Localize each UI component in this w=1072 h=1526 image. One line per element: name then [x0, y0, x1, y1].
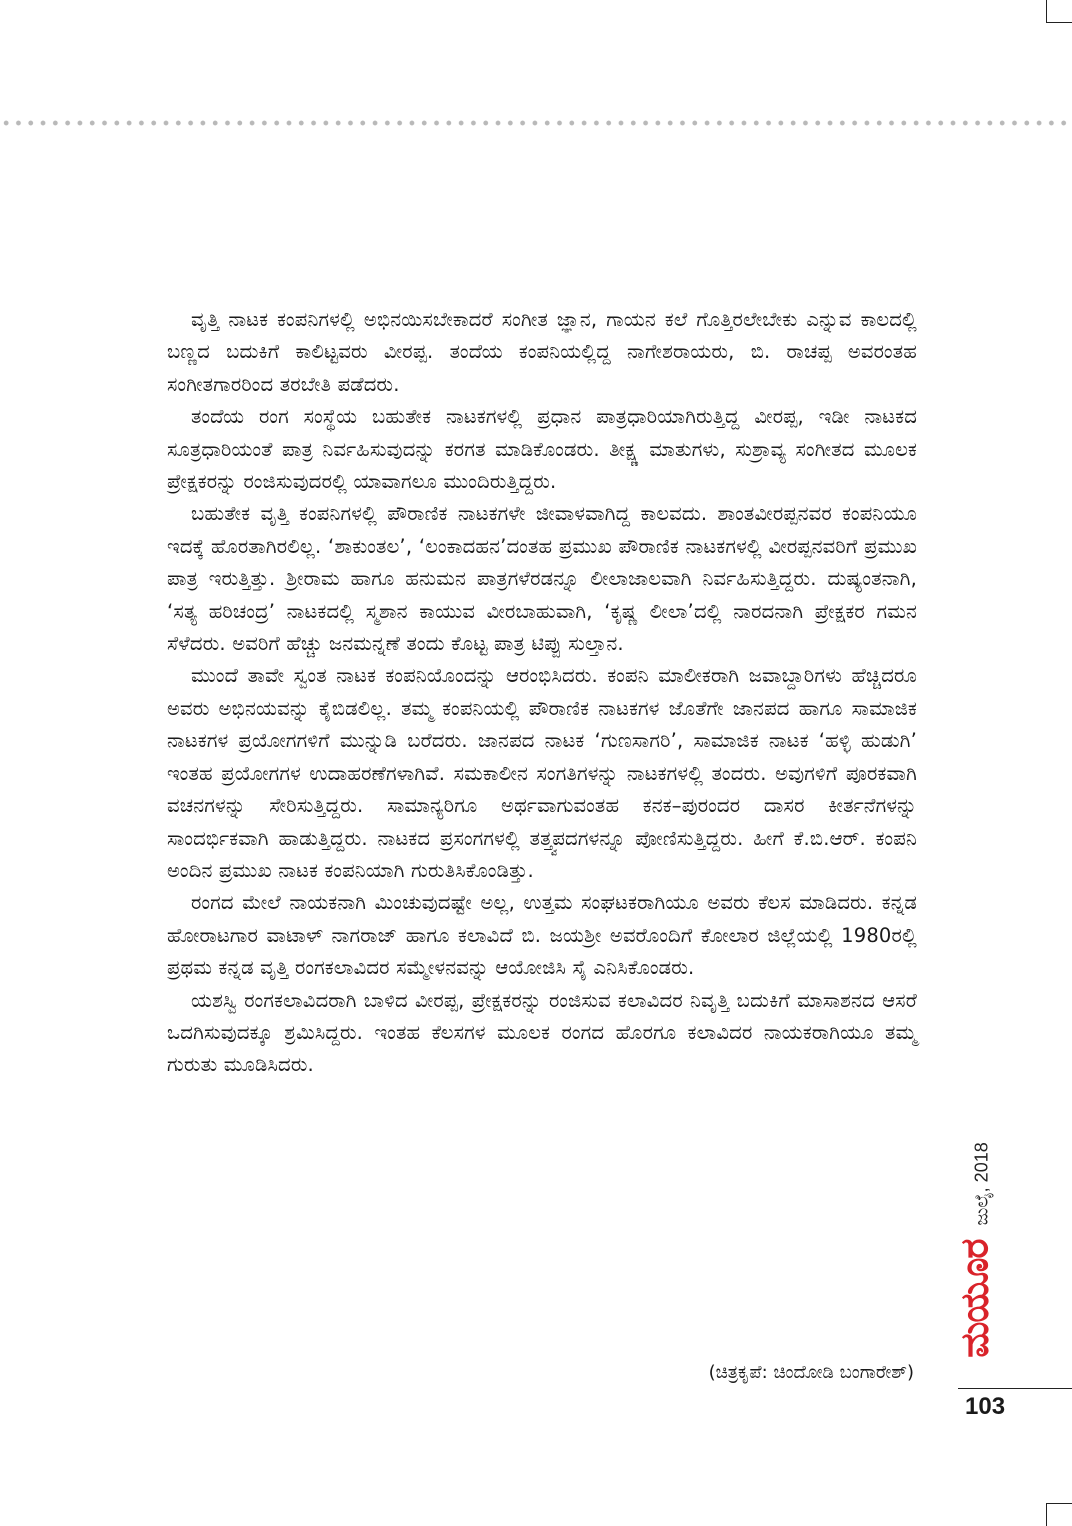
article-paragraph: ಯಶಸ್ವಿ ರಂಗಕಲಾವಿದರಾಗಿ ಬಾಳಿದ ವೀರಪ್ಪ, ಪ್ರೇಕ್ಷಕರನ್ನು ರಂಜಿಸುವ ಕಲಾವಿದರ ನಿವೃತ್ತಿ ಬದುಕಿಗೆ ಮಾಸಾಶನದ ಆಸರೆ ಒದಗಿಸುವುದಕ್ಕೂ ಶ್ರಮಿಸಿದ್ದರು. ಇಂತಹ ಕೆಲಸಗಳ ಮೂಲಕ ರಂಗದ ಹೊರಗೂ ಕಲಾವಿದರ ನಾಯಕರಾಗಿಯೂ ತಮ್ಮ ಗುರುತು ಮೂಡಿಸಿದರು.	[167, 988, 917, 1077]
issue-date: ಜುಲೈ, 2018	[971, 1142, 992, 1226]
page-number: 103	[965, 1393, 1006, 1420]
article-paragraph: ತಂದೆಯ ರಂಗ ಸಂಸ್ಥೆಯ ಬಹುತೇಕ ನಾಟಕಗಳಲ್ಲಿ ಪ್ರಧಾನ ಪಾತ್ರಧಾರಿಯಾಗಿರುತ್ತಿದ್ದ ವೀರಪ್ಪ, ಇಡೀ ನಾಟಕದ ಸೂತ್ರಧಾರಿಯಂತೆ ಪಾತ್ರ ನಿರ್ವಹಿಸುವುದನ್ನು ಕರಗತ ಮಾಡಿಕೊಂಡರು. ತೀಕ್ಷ್ಣ ಮಾತುಗಳು, ಸುಶ್ರಾವ್ಯ ಸಂಗೀತದ ಮೂಲಕ ಪ್ರೇಕ್ಷಕರನ್ನು ರಂಜಿಸುವುದರಲ್ಲಿ ಯಾವಾಗಲೂ ಮುಂದಿರುತ್ತಿದ್ದರು.	[167, 405, 917, 494]
magazine-name: ಮಯೂರ	[952, 1239, 997, 1358]
article-paragraph: ವೃತ್ತಿ ನಾಟಕ ಕಂಪನಿಗಳಲ್ಲಿ ಅಭಿನಯಿಸಬೇಕಾದರೆ ಸಂಗೀತ ಜ್ಞಾನ, ಗಾಯನ ಕಲೆ ಗೊತ್ತಿರಲೇಬೇಕು ಎನ್ನುವ ಕಾಲದಲ್ಲಿ ಬಣ್ಣದ ಬದುಕಿಗೆ ಕಾಲಿಟ್ಟವರು ವೀರಪ್ಪ. ತಂದೆಯ ಕಂಪನಿಯಲ್ಲಿದ್ದ ನಾಗೇಶರಾಯರು, ಬಿ. ರಾಚಪ್ಪ ಅವರಂತಹ ಸಂಗೀತಗಾರರಿಂದ ತರಬೇತಿ ಪಡೆದರು.	[167, 308, 917, 396]
magazine-sidebar	[940, 1120, 1010, 1380]
article-paragraph: ಬಹುತೇಕ ವೃತ್ತಿ ಕಂಪನಿಗಳಲ್ಲಿ ಪೌರಾಣಿಕ ನಾಟಕಗಳೇ ಜೀವಾಳವಾಗಿದ್ದ ಕಾಲವದು. ಶಾಂತವೀರಪ್ಪನವರ ಕಂಪನಿಯೂ ಇದಕ್ಕೆ ಹೊರತಾಗಿರಲಿಲ್ಲ. ‘ಶಾಕುಂತಲ’, ‘ಲಂಕಾದಹನ’ದಂತಹ ಪ್ರಮುಖ ಪೌರಾಣಿಕ ನಾಟಕಗಳಲ್ಲಿ ವೀರಪ್ಪನವರಿಗೆ ಪ್ರಮುಖ ಪಾತ್ರ ಇರುತ್ತಿತ್ತು. ಶ್ರೀರಾಮ ಹಾಗೂ ಹನುಮನ ಪಾತ್ರಗಳೆರಡನ್ನೂ ಲೀಲಾಜಾಲವಾಗಿ ನಿರ್ವಹಿಸುತ್ತಿದ್ದರು. ದುಷ್ಯಂತನಾಗಿ, ‘ಸತ್ಯ ಹರಿಚಂದ್ರ’ ನಾಟಕದಲ್ಲಿ ಸ್ಮಶಾನ ಕಾಯುವ ವೀರಬಾಹುವಾಗಿ, ‘ಕೃಷ್ಣ ಲೀಲಾ’ದಲ್ಲಿ ನಾರದನಾಗಿ ಪ್ರೇಕ್ಷಕರ ಗಮನ ಸೆಳೆದರು. ಅವರಿಗೆ ಹೆಚ್ಚು ಜನಮನ್ನಣೆ ತಂದು ಕೊಟ್ಟ ಪಾತ್ರ ಟಿಪ್ಪು ಸುಲ್ತಾನ.	[167, 502, 917, 656]
photo-credit: (ಚಿತ್ರಕೃಪೆ: ಚಿಂದೋಡಿ ಬಂಗಾರೇಶ್)	[708, 1362, 914, 1383]
page-number-rule	[958, 1388, 1072, 1389]
crop-mark-bottom	[1046, 1503, 1072, 1526]
article-body	[167, 304, 917, 1082]
dotted-separator	[0, 118, 1072, 128]
crop-mark-top	[1046, 0, 1072, 23]
article-paragraph: ಮುಂದೆ ತಾವೇ ಸ್ವಂತ ನಾಟಕ ಕಂಪನಿಯೊಂದನ್ನು ಆರಂಭಿಸಿದರು. ಕಂಪನಿ ಮಾಲೀಕರಾಗಿ ಜವಾಬ್ದಾರಿಗಳು ಹೆಚ್ಚಿದರೂ ಅವರು ಅಭಿನಯವನ್ನು ಕೈಬಿಡಲಿಲ್ಲ. ತಮ್ಮ ಕಂಪನಿಯಲ್ಲಿ ಪೌರಾಣಿಕ ನಾಟಕಗಳ ಜೊತೆಗೇ ಜಾನಪದ ಹಾಗೂ ಸಾಮಾಜಿಕ ನಾಟಕಗಳ ಪ್ರಯೋಗಗಳಿಗೆ ಮುನ್ನುಡಿ ಬರೆದರು. ಜಾನಪದ ನಾಟಕ ‘ಗುಣಸಾಗರಿ’, ಸಾಮಾಜಿಕ ನಾಟಕ ‘ಹಳ್ಳಿ ಹುಡುಗಿ’ ಇಂತಹ ಪ್ರಯೋಗಗಳ ಉದಾಹರಣೆಗಳಾಗಿವೆ. ಸಮಕಾಲೀನ ಸಂಗತಿಗಳನ್ನು ನಾಟಕಗಳಲ್ಲಿ ತಂದರು. ಅವುಗಳಿಗೆ ಪೂರಕವಾಗಿ ವಚನಗಳನ್ನು ಸೇರಿಸುತ್ತಿದ್ದರು. ಸಾಮಾನ್ಯರಿಗೂ ಅರ್ಥವಾಗುವಂತಹ ಕನಕ–ಪುರಂದರ ದಾಸರ ಕೀರ್ತನೆಗಳನ್ನು ಸಾಂದರ್ಭಿಕವಾಗಿ ಹಾಡುತ್ತಿದ್ದರು. ನಾಟಕದ ಪ್ರಸಂಗಗಳಲ್ಲಿ ತತ್ತ್ವಪದಗಳನ್ನೂ ಪೋಣಿಸುತ್ತಿದ್ದರು. ಹೀಗೆ ಕೆ.ಬಿ.ಆರ್. ಕಂಪನಿ ಅಂದಿನ ಪ್ರಮುಖ ನಾಟಕ ಕಂಪನಿಯಾಗಿ ಗುರುತಿಸಿಕೊಂಡಿತ್ತು.	[167, 664, 917, 882]
article-paragraph: ರಂಗದ ಮೇಲೆ ನಾಯಕನಾಗಿ ಮಿಂಚುವುದಷ್ಟೇ ಅಲ್ಲ, ಉತ್ತಮ ಸಂಘಟಕರಾಗಿಯೂ ಅವರು ಕೆಲಸ ಮಾಡಿದರು. ಕನ್ನಡ ಹೋರಾಟಗಾರ ವಾಟಾಳ್ ನಾಗರಾಜ್ ಹಾಗೂ ಕಲಾವಿದೆ ಬಿ. ಜಯಶ್ರೀ ಅವರೊಂದಿಗೆ ಕೋಲಾರ ಜಿಲ್ಲೆಯಲ್ಲಿ 1980ರಲ್ಲಿ ಪ್ರಥಮ ಕನ್ನಡ ವೃತ್ತಿ ರಂಗಕಲಾವಿದರ ಸಮ್ಮೇಳನವನ್ನು ಆಯೋಜಿಸಿ ಸೈ ಎನಿಸಿಕೊಂಡರು.	[167, 891, 917, 980]
